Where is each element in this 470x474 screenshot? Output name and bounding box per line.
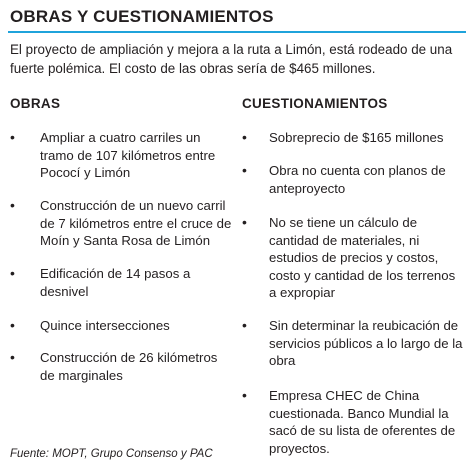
cuestionamientos-item-text: Obra no cuenta con planos de anteproyecto: [269, 163, 446, 196]
list-item: [10, 265, 232, 317]
cuestionamientos-item-text: No se tiene un cálculo de cantidad de materiales, ni estudios de precios y costos, costo y cantidad de los terrenos a expropiar: [269, 215, 456, 300]
list-item: [242, 129, 464, 162]
title-rule: [8, 31, 466, 33]
cuestionamientos-list: [242, 129, 464, 457]
list-item: [242, 162, 464, 214]
bullet-icon: •: [242, 129, 247, 145]
obras-item-text: Construcción de un nuevo carril de 7 kilómetros entre el cruce de Moín y Santa Rosa de Limón: [40, 198, 232, 248]
list-item: [242, 317, 464, 387]
obras-item-text: Construcción de 26 kilómetros de marginales: [40, 350, 218, 383]
obras-item-text: Quince intersecciones: [40, 318, 170, 333]
list-item: [10, 317, 232, 349]
bullet-icon: •: [10, 129, 15, 145]
cuestionamientos-heading: CUESTIONAMIENTOS: [242, 96, 388, 111]
obras-heading: OBRAS: [10, 96, 61, 111]
intro-text: El proyecto de ampliación y mejora a la ruta a Limón, está rodeado de una fuerte polémica. El costo de las obras sería de $465 millones.: [10, 42, 453, 76]
bullet-icon: •: [242, 317, 247, 333]
list-item: [10, 349, 232, 385]
page-title: OBRAS Y CUESTIONAMIENTOS: [10, 7, 274, 26]
header: [0, 6, 470, 28]
bullet-icon: •: [242, 387, 247, 403]
source-note: Fuente: MOPT, Grupo Consenso y PAC: [10, 448, 213, 460]
bullet-icon: •: [10, 197, 15, 213]
bullet-icon: •: [10, 317, 15, 333]
cuestionamientos-item-text: Empresa CHEC de China cuestionada. Banco Mundial la sacó de su lista de oferentes de proyectos.: [269, 388, 456, 456]
cuestionamientos-item-text: Sobreprecio de $165 millones: [269, 130, 444, 145]
list-item: [10, 197, 232, 265]
list-item: [242, 214, 464, 317]
list-item: [10, 129, 232, 197]
cuestionamientos-item-text: Sin determinar la reubicación de servicios públicos a lo largo de la obra: [269, 318, 463, 368]
bullet-icon: •: [10, 349, 15, 365]
obras-item-text: Ampliar a cuatro carriles un tramo de 107 kilómetros entre Pococí y Limón: [40, 130, 216, 180]
bullet-icon: •: [10, 265, 15, 281]
list-item: [242, 387, 464, 457]
obras-item-text: Edificación de 14 pasos a desnivel: [40, 266, 191, 299]
obras-list: [10, 129, 232, 385]
bullet-icon: •: [242, 162, 247, 178]
bullet-icon: •: [242, 214, 247, 230]
